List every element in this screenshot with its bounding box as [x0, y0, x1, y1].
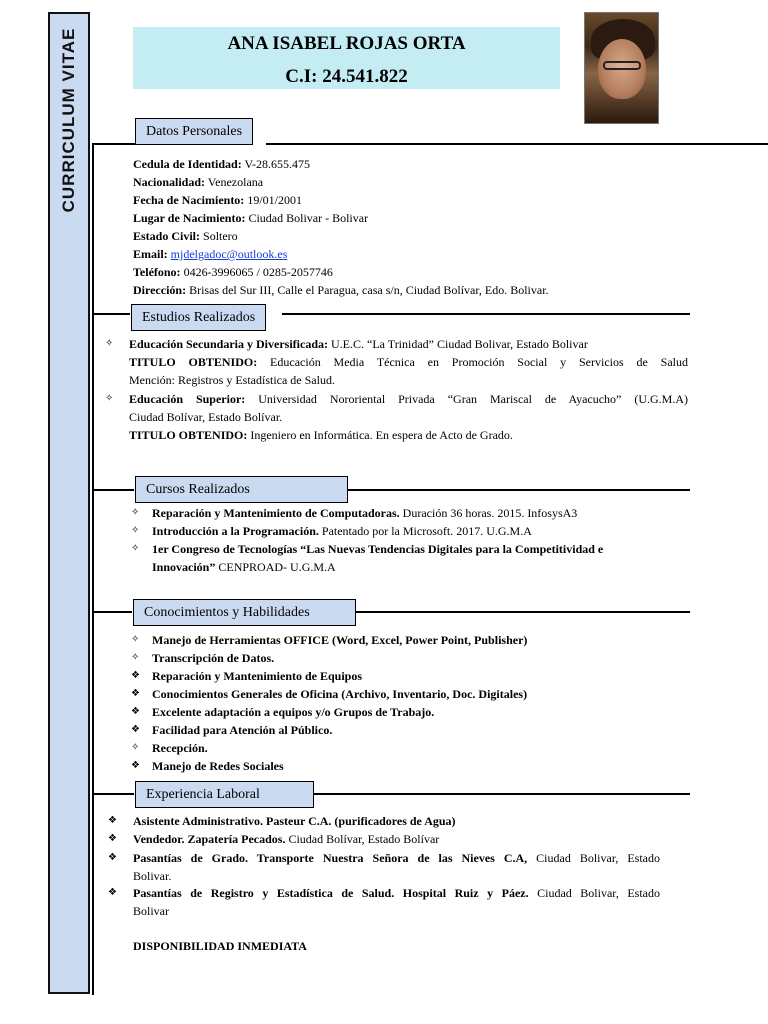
bullet-icon: ❖	[131, 706, 140, 717]
experience-item: Pasantías de Registro y Estadística de Salud. Hospital Ruiz y Páez. Ciudad Bolivar, Estado Bolivar	[133, 886, 660, 918]
bullet-icon: ❖	[108, 852, 117, 863]
bullet-icon: ❖	[131, 724, 140, 735]
divider	[94, 611, 132, 613]
divider	[94, 489, 134, 491]
divider	[348, 489, 690, 491]
bullet-icon: ❖	[131, 688, 140, 699]
bullet-icon: ✧	[131, 652, 140, 663]
divider	[282, 313, 690, 315]
section-skills-heading: Conocimientos y Habilidades	[133, 599, 356, 626]
section-experience-heading: Experiencia Laboral	[135, 781, 314, 808]
section-personal-heading: Datos Personales	[135, 118, 253, 145]
divider	[356, 611, 690, 613]
bullet-icon: ✧	[131, 742, 140, 753]
personal-row: Dirección: Brisas del Sur III, Calle el Paragua, casa s/n, Ciudad Bolívar, Edo. Bolivar.	[133, 283, 549, 297]
divider	[92, 143, 136, 145]
side-banner	[48, 12, 90, 994]
personal-row: Email: mjdelgadoc@outlook.es	[133, 247, 288, 261]
bullet-icon: ✧	[131, 507, 140, 518]
personal-row: Nacionalidad: Venezolana	[133, 175, 264, 189]
divider	[94, 313, 130, 315]
bullet-icon: ✧	[131, 543, 140, 554]
id-number: C.I: 24.541.822	[285, 66, 408, 87]
bullet-icon: ❖	[108, 887, 117, 898]
divider	[266, 143, 768, 145]
skill-item: Excelente adaptación a equipos y/o Grupos de Trabajo.	[152, 705, 435, 719]
personal-row: Lugar de Nacimiento: Ciudad Bolivar - Bolivar	[133, 211, 369, 225]
side-banner-title: CURRICULUM VITAE	[59, 27, 78, 213]
skill-item: Transcripción de Datos.	[152, 651, 275, 665]
bullet-icon: ❖	[131, 760, 140, 771]
section-courses-heading: Cursos Realizados	[135, 476, 348, 503]
personal-row: Teléfono: 0426-3996065 / 0285-2057746	[133, 265, 333, 279]
bullet-icon: ❖	[108, 815, 117, 826]
course-item: Introducción a la Programación. Patentado por la Microsoft. 2017. U.G.M.A	[152, 524, 532, 538]
personal-row: Estado Civil: Soltero	[133, 229, 238, 243]
divider	[94, 793, 134, 795]
skill-item: Manejo de Redes Sociales	[152, 759, 284, 773]
availability-note: DISPONIBILIDAD INMEDIATA	[133, 939, 307, 953]
course-item: 1er Congreso de Tecnologías “Las Nuevas Tendencias Digitales para la Competitividad e Innovación” CENPROAD- U.G.M.A	[152, 542, 604, 574]
email-link[interactable]: mjdelgadoc@outlook.es	[170, 247, 288, 261]
experience-item: Vendedor. Zapatería Pecados. Ciudad Bolívar, Estado Bolívar	[133, 832, 440, 846]
bullet-icon: ❖	[131, 670, 140, 681]
bullet-icon: ✧	[131, 634, 140, 645]
photo-glasses	[603, 61, 641, 70]
experience-item: Pasantías de Grado. Transporte Nuestra Señora de las Nieves C.A, Ciudad Bolivar, Estado Bolivar.	[133, 851, 660, 883]
divider	[314, 793, 690, 795]
study-item: Educación Secundaria y Diversificada: U.E.C. “La Trinidad” Ciudad Bolivar, Estado Bolivar TITULO OBTENIDO: Educación Media Técnica en Promoción Social y Servicios de Salud Mención: Registros y Estadística de Salud.	[129, 337, 688, 387]
bullet-icon: ❖	[108, 833, 117, 844]
section-studies-heading: Estudios Realizados	[131, 304, 266, 331]
personal-details	[133, 155, 693, 299]
course-item: Reparación y Mantenimiento de Computadoras. Duración 36 horas. 2015. InfosysA3	[152, 506, 578, 520]
profile-photo	[584, 12, 659, 124]
experience-item: Asistente Administrativo. Pasteur C.A. (purificadores de Agua)	[133, 814, 456, 828]
personal-row: Cedula de Identidad: V-28.655.475	[133, 157, 311, 171]
bullet-icon: ✧	[105, 393, 114, 404]
full-name: ANA ISABEL ROJAS ORTA	[227, 33, 466, 54]
skill-item: Facilidad para Atención al Público.	[152, 723, 333, 737]
skill-item: Reparación y Mantenimiento de Equipos	[152, 669, 363, 683]
content-rule	[92, 143, 94, 995]
skill-item: Conocimientos Generales de Oficina (Archivo, Inventario, Doc. Digitales)	[152, 687, 528, 701]
bullet-icon: ✧	[131, 525, 140, 536]
skill-item: Recepción.	[152, 741, 208, 755]
study-item: Educación Superior: Universidad Nororiental Privada “Gran Mariscal de Ayacucho” (U.G.M.A) Ciudad Bolívar, Estado Bolívar. TITULO OBTENIDO: Ingeniero en Informática. En espera de Acto de Grado.	[129, 392, 688, 442]
skill-item: Manejo de Herramientas OFFICE (Word, Excel, Power Point, Publisher)	[152, 633, 528, 647]
personal-row: Fecha de Nacimiento: 19/01/2001	[133, 193, 302, 207]
bullet-icon: ✧	[105, 338, 114, 349]
name-header	[133, 27, 560, 89]
